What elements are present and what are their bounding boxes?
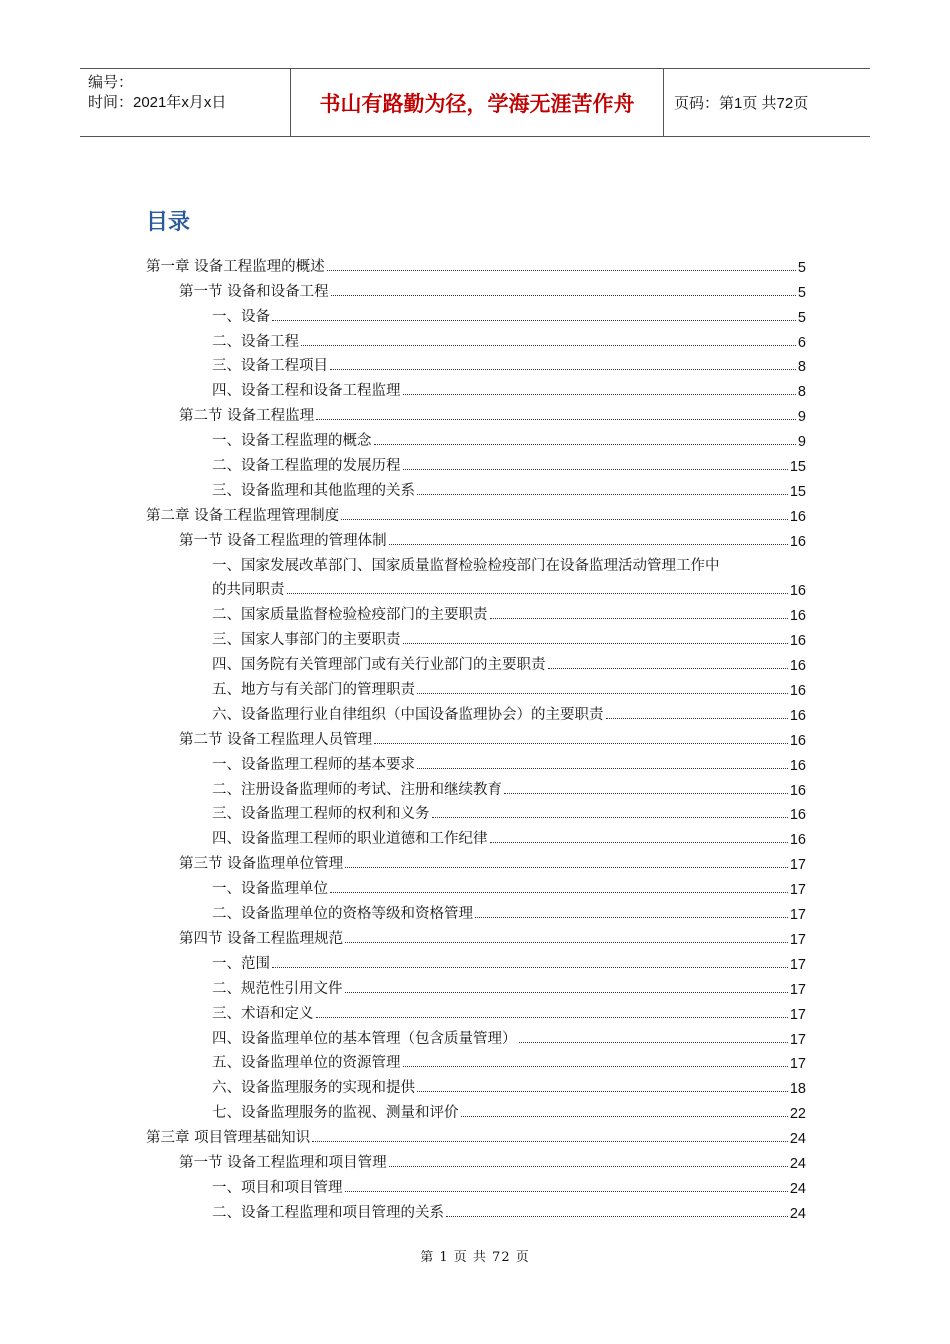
toc-entry-title: 五、地方与有关部门的管理职责: [212, 682, 415, 699]
toc-entry[interactable]: [146, 1147, 806, 1172]
toc-dot-leader: [316, 419, 796, 420]
toc-dot-leader: [316, 1017, 788, 1018]
toc-entry-title: 第一章 设备工程监理的概述: [146, 258, 325, 275]
toc-entry[interactable]: [146, 450, 806, 475]
toc-dot-leader: [341, 519, 788, 520]
toc-entry[interactable]: [146, 475, 806, 500]
toc-entry-title: 二、注册设备监理师的考试、注册和继续教育: [212, 781, 502, 798]
toc-entry-page: 8: [797, 359, 806, 376]
toc-entry-title: 二、设备工程监理的发展历程: [212, 458, 401, 475]
toc-entry-page: 9: [797, 409, 806, 426]
toc-dot-leader: [475, 917, 788, 918]
toc-entry[interactable]: [146, 375, 806, 400]
toc-entry[interactable]: [146, 1048, 806, 1073]
toc-entry-page: 18: [789, 1081, 806, 1098]
toc-entry[interactable]: [146, 525, 806, 550]
toc-entry[interactable]: [146, 599, 806, 624]
toc-entry-page: 22: [789, 1106, 806, 1123]
toc-entry-title: 一、范围: [212, 955, 270, 972]
toc-entry-title: 六、设备监理行业自律组织（中国设备监理协会）的主要职责: [212, 706, 604, 723]
toc-dot-leader: [331, 295, 796, 296]
toc-entry-title: 二、规范性引用文件: [212, 980, 343, 997]
toc-entry-page: 5: [797, 259, 806, 276]
toc-dot-leader: [519, 1042, 788, 1043]
toc-dot-leader: [504, 793, 788, 794]
toc-entry[interactable]: [146, 823, 806, 848]
toc-entry-page: 17: [789, 1006, 806, 1023]
toc-dot-leader: [417, 693, 788, 694]
toc-entry-title: 的共同职责: [212, 582, 285, 599]
toc-entry[interactable]: [146, 301, 806, 326]
toc-entry[interactable]: [146, 326, 806, 351]
toc-entry[interactable]: [146, 898, 806, 923]
toc-dot-leader: [374, 743, 788, 744]
toc-dot-leader: [548, 668, 788, 669]
toc-dot-leader: [490, 618, 788, 619]
toc-entry-page: 16: [789, 832, 806, 849]
toc-entry-title: 第一节 设备和设备工程: [179, 283, 329, 300]
toc-dot-leader: [374, 444, 796, 445]
toc-entry-title: 第二章 设备工程监理管理制度: [146, 507, 340, 524]
toc-entry-title: 二、设备工程监理和项目管理的关系: [212, 1204, 444, 1221]
toc-entry-page: 16: [789, 658, 806, 675]
toc-entry[interactable]: [146, 1072, 806, 1097]
toc-entry[interactable]: [146, 425, 806, 450]
toc-dot-leader: [345, 942, 788, 943]
toc-entry[interactable]: [146, 400, 806, 425]
toc-dot-leader: [417, 1091, 788, 1092]
toc-entry[interactable]: [146, 973, 806, 998]
toc-dot-leader: [389, 544, 788, 545]
toc-dot-leader: [403, 394, 796, 395]
toc-entry-page: 24: [789, 1155, 806, 1172]
toc-entry[interactable]: [146, 699, 806, 724]
toc-entry[interactable]: [146, 774, 806, 799]
toc-entry-page: 16: [789, 583, 806, 600]
time-label: 时间：2021年x月x日: [88, 94, 227, 111]
toc-entry-title: 二、设备监理单位的资格等级和资格管理: [212, 906, 473, 923]
toc-entry[interactable]: [146, 749, 806, 774]
toc-dot-leader: [417, 494, 788, 495]
toc-dot-leader: [403, 1066, 788, 1067]
toc-dot-leader: [312, 1141, 788, 1142]
toc-title: 目录: [146, 210, 191, 235]
toc-entry-title: 四、设备工程和设备工程监理: [212, 383, 401, 400]
toc-entry[interactable]: [146, 1023, 806, 1048]
toc-entry-page: 15: [789, 459, 806, 476]
header-motto-cell: [290, 69, 664, 136]
toc-entry-page: 16: [789, 633, 806, 650]
toc-entry-title: 一、设备工程监理的概念: [212, 433, 372, 450]
toc-dot-leader: [330, 369, 796, 370]
toc-dot-leader: [403, 643, 788, 644]
toc-dot-leader: [490, 842, 788, 843]
toc-dot-leader: [345, 1191, 788, 1192]
toc-entry[interactable]: [146, 251, 806, 276]
toc-entry-title: 六、设备监理服务的实现和提供: [212, 1080, 415, 1097]
toc-entry-page: 17: [789, 857, 806, 874]
toc-entry[interactable]: [146, 1097, 806, 1122]
toc-entry-title: 一、项目和项目管理: [212, 1179, 343, 1196]
toc-entry-title: 三、国家人事部门的主要职责: [212, 632, 401, 649]
toc-entry[interactable]: [146, 998, 806, 1023]
toc-entry[interactable]: [146, 873, 806, 898]
toc-entry-title: 一、设备监理单位: [212, 881, 328, 898]
toc-entry-title: 三、设备监理和其他监理的关系: [212, 482, 415, 499]
toc-dot-leader: [345, 992, 788, 993]
toc-dot-leader: [301, 345, 796, 346]
toc-dot-leader: [272, 967, 788, 968]
toc-entry-page: 24: [789, 1180, 806, 1197]
toc-entry-page: 16: [789, 782, 806, 799]
toc-entry[interactable]: [146, 351, 806, 376]
toc-entry-page: 24: [789, 1131, 806, 1148]
toc-entry-page: 17: [789, 907, 806, 924]
toc-dot-leader: [432, 817, 788, 818]
toc-entry-title: 第三节 设备监理单位管理: [179, 856, 344, 873]
toc-entry-title: 三、术语和定义: [212, 1005, 314, 1022]
toc-entry-page: 24: [789, 1205, 806, 1222]
page-header: [80, 68, 870, 137]
toc-entry-title: 二、设备工程: [212, 333, 299, 350]
toc-entry[interactable]: [146, 500, 806, 525]
toc-entry-title: 一、设备监理工程师的基本要求: [212, 756, 415, 773]
toc-entry[interactable]: [146, 624, 806, 649]
toc-entry[interactable]: [146, 948, 806, 973]
header-meta: [80, 69, 290, 136]
toc-entry-page: 5: [797, 284, 806, 301]
toc-entry-page: 16: [789, 608, 806, 625]
toc-entry-page: 5: [797, 309, 806, 326]
toc-dot-leader: [272, 320, 796, 321]
toc-entry-title: 第二节 设备工程监理人员管理: [179, 731, 373, 748]
toc-entry-page: 16: [789, 508, 806, 525]
code-label: 编号：: [88, 74, 134, 91]
toc-entry-page: 15: [789, 483, 806, 500]
toc-entry[interactable]: [146, 923, 806, 948]
page-footer: 第 1 页 共 72 页: [420, 1250, 530, 1265]
toc-entry-title: 第一节 设备工程监理和项目管理: [179, 1154, 387, 1171]
header-page-info: 页码：第1页 共72页: [674, 95, 809, 112]
toc-entry-page: 17: [789, 1056, 806, 1073]
toc-entry-page: 17: [789, 981, 806, 998]
toc-entry-page: 17: [789, 956, 806, 973]
toc-entry[interactable]: [146, 276, 806, 301]
toc-dot-leader: [287, 593, 788, 594]
toc-dot-leader: [327, 270, 796, 271]
toc-entry-wrap-line: 一、国家发展改革部门、国家质量监督检验检疫部门在设备监理活动管理工作中: [212, 557, 720, 574]
toc-entry[interactable]: [146, 799, 806, 824]
toc-entry-page: 16: [789, 707, 806, 724]
toc-entry-title: 第四节 设备工程监理规范: [179, 930, 344, 947]
toc-entry[interactable]: [146, 649, 806, 674]
toc-entry-title: 第三章 项目管理基础知识: [146, 1130, 311, 1147]
toc-dot-leader: [417, 768, 788, 769]
toc-entry-title: 四、设备监理单位的基本管理（包含质量管理）: [212, 1030, 517, 1047]
toc-entry-title: 三、设备监理工程师的权利和义务: [212, 806, 430, 823]
toc-entry-page: 17: [789, 1031, 806, 1048]
toc-dot-leader: [403, 469, 788, 470]
toc-entry[interactable]: [146, 1172, 806, 1197]
toc-entry-title: 四、国务院有关管理部门或有关行业部门的主要职责: [212, 657, 546, 674]
toc-entry-title: 第二节 设备工程监理: [179, 408, 315, 425]
toc-entry-page: 9: [797, 434, 806, 451]
toc-entry-page: 17: [789, 931, 806, 948]
toc-entry-title: 三、设备工程项目: [212, 358, 328, 375]
toc-entry[interactable]: [146, 1122, 806, 1147]
toc-entry-page: 6: [797, 334, 806, 351]
toc-entry[interactable]: [146, 1197, 806, 1222]
toc-entry-page: 16: [789, 757, 806, 774]
toc-entry[interactable]: [146, 724, 806, 749]
toc-entry[interactable]: [146, 674, 806, 699]
toc-entry-page: 17: [789, 882, 806, 899]
toc-entry-page: 16: [789, 807, 806, 824]
toc-entry-title: 四、设备监理工程师的职业道德和工作纪律: [212, 831, 488, 848]
table-of-contents: [146, 251, 806, 1222]
toc-dot-leader: [446, 1216, 788, 1217]
toc-entry-title: 一、设备: [212, 308, 270, 325]
toc-entry-page: 16: [789, 683, 806, 700]
toc-entry-title: 二、国家质量监督检验检疫部门的主要职责: [212, 607, 488, 624]
toc-entry[interactable]: [146, 848, 806, 873]
toc-dot-leader: [330, 892, 788, 893]
toc-entry-title: 五、设备监理单位的资源管理: [212, 1055, 401, 1072]
header-motto: 书山有路勤为径，学海无涯苦作舟: [319, 91, 635, 116]
toc-entry[interactable]: [146, 575, 806, 600]
toc-dot-leader: [461, 1116, 788, 1117]
toc-entry-title: 第一节 设备工程监理的管理体制: [179, 532, 387, 549]
toc-entry-page: 16: [789, 533, 806, 550]
toc-dot-leader: [345, 867, 788, 868]
toc-entry-page: 8: [797, 384, 806, 401]
toc-dot-leader: [389, 1166, 788, 1167]
toc-entry-page: 16: [789, 732, 806, 749]
toc-dot-leader: [606, 718, 788, 719]
toc-entry-title: 七、设备监理服务的监视、测量和评价: [212, 1105, 459, 1122]
